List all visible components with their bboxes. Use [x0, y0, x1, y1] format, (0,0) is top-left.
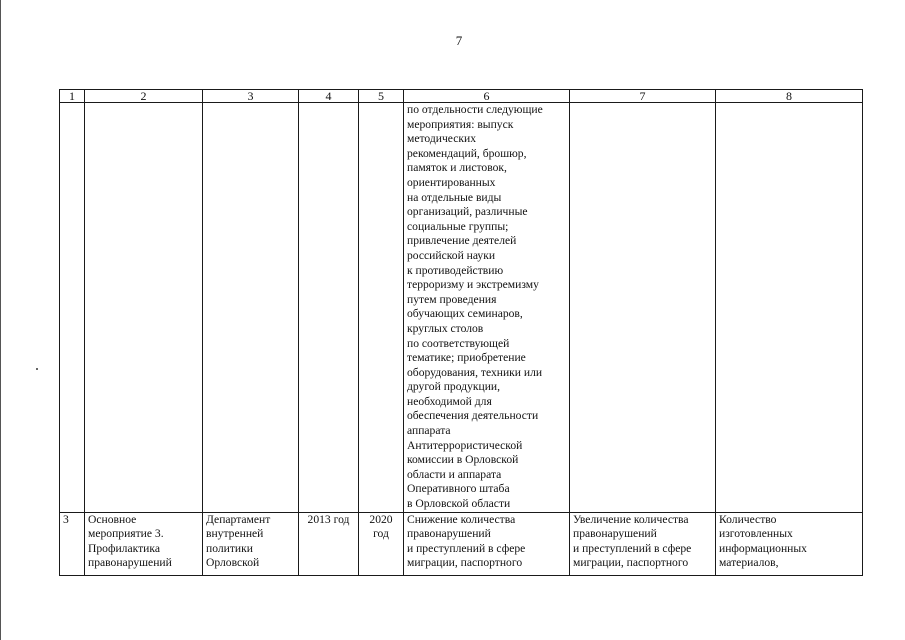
text-line: материалов, [719, 556, 779, 570]
row1-cell-5 [359, 103, 404, 513]
text-line: 2020 [369, 512, 393, 526]
row1-cell-3 [203, 103, 299, 513]
text-line: год [373, 527, 389, 541]
row1-cell-7 [570, 103, 716, 513]
text-line: обучающих семинаров, [407, 307, 523, 321]
text-line: миграции, паспортного [407, 556, 523, 570]
row2-indicator [716, 512, 863, 575]
text-line: другой продукции, [407, 380, 501, 394]
text-line: аппарата [407, 424, 451, 438]
text-line: обеспечения деятельности [407, 409, 539, 423]
program-table-container [59, 89, 863, 576]
text-line: миграции, паспортного [573, 556, 689, 570]
row1-cell-4 [299, 103, 359, 513]
text-line: Департамент [206, 512, 271, 526]
program-table [59, 89, 863, 576]
row2-activity-name [85, 512, 203, 575]
text-line: социальные группы; [407, 219, 509, 233]
text-line: области и аппарата [407, 467, 502, 481]
page-number: 7 [455, 33, 463, 48]
text-line: организаций, различные [407, 205, 528, 219]
table-row [60, 512, 863, 575]
header-cell-1: 1 [60, 90, 85, 103]
text-line: мероприятие 3. [88, 527, 164, 541]
text-line: Количество [719, 512, 777, 526]
text-line: путем проведения [407, 292, 497, 306]
row1-cell-8 [716, 103, 863, 513]
header-cell-4: 4 [299, 90, 359, 103]
row2-end-year [359, 512, 404, 575]
row2-consequences [570, 512, 716, 575]
table-row [60, 103, 863, 513]
text-line: в Орловской области [407, 497, 511, 511]
text-line: по отдельности следующие [407, 103, 543, 116]
page-left-border [0, 0, 1, 640]
text-line: ориентированных [407, 175, 496, 189]
text-line: Снижение количества [407, 512, 516, 526]
text-line: рекомендаций, брошюр, [407, 146, 527, 160]
text-line: терроризму и экстремизму [407, 278, 539, 292]
text-line: внутренней [206, 527, 264, 541]
text-line: Основное [88, 512, 137, 526]
row1-cell-1 [60, 103, 85, 513]
text-line: изготовленных [719, 527, 793, 541]
text-line: и преступлений в сфере [407, 541, 526, 555]
text-line: к противодействию [407, 263, 504, 277]
text-line: Профилактика [88, 541, 160, 555]
text-line: Увеличение количества [573, 512, 689, 526]
header-cell-2: 2 [85, 90, 203, 103]
row2-start-year: 2013 год [299, 512, 359, 575]
text-line: необходимой для [407, 394, 492, 408]
text-line: тематике; приобретение [407, 351, 526, 365]
text-line: правонарушений [407, 527, 491, 541]
text-line: круглых столов [407, 321, 484, 335]
text-line: методических [407, 132, 477, 146]
header-cell-8: 8 [716, 90, 863, 103]
text-line: памяток и листовок, [407, 161, 507, 175]
text-line: правонарушений [88, 556, 172, 570]
header-cell-6: 6 [404, 90, 570, 103]
row2-number: 3 [60, 512, 85, 575]
header-row [60, 90, 863, 103]
text-line: политики [206, 541, 253, 555]
text-line: российской науки [407, 248, 496, 262]
row1-cell-6 [404, 103, 570, 513]
text-line: мероприятия: выпуск [407, 117, 514, 131]
header-cell-5: 5 [359, 90, 404, 103]
text-line: Антитеррористической [407, 438, 523, 452]
text-line: информационных [719, 541, 807, 555]
text-line: комиссии в Орловской [407, 453, 519, 467]
text-line: привлечение деятелей [407, 234, 517, 248]
text-line: по соответствующей [407, 336, 510, 350]
row2-expected-result [404, 512, 570, 575]
text-line: оборудования, техники или [407, 365, 543, 379]
header-cell-3: 3 [203, 90, 299, 103]
row2-responsible [203, 512, 299, 575]
text-line: Оперативного штаба [407, 482, 510, 496]
scan-speck [36, 368, 38, 370]
text-line: Орловской [206, 556, 260, 570]
header-cell-7: 7 [570, 90, 716, 103]
text-line: правонарушений [573, 527, 657, 541]
row1-cell-2 [85, 103, 203, 513]
text-line: и преступлений в сфере [573, 541, 692, 555]
text-line: на отдельные виды [407, 190, 502, 204]
